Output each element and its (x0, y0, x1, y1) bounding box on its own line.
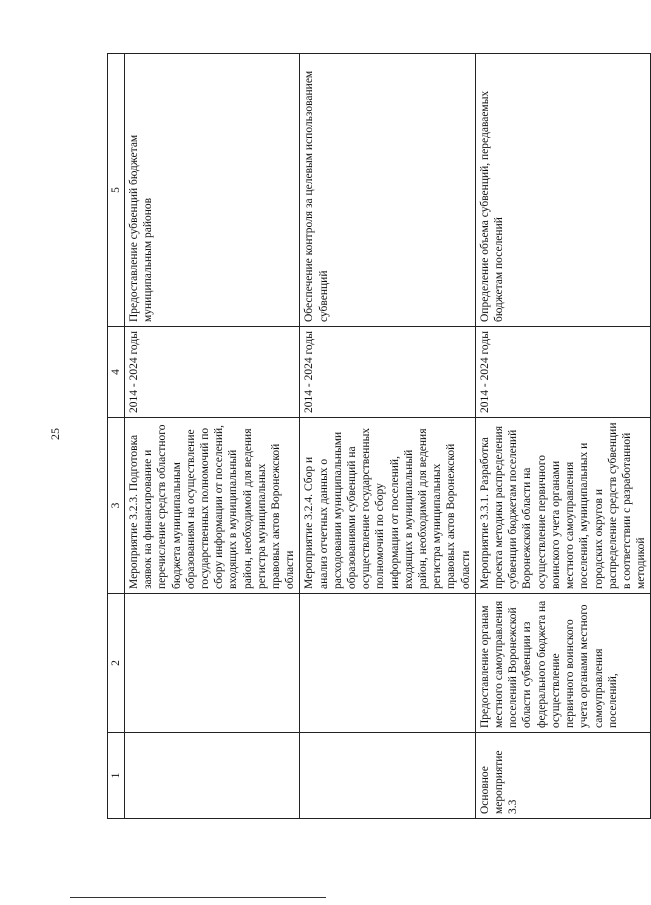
row2-result-cell: Обеспечение контроля за целевым использованием субвенций (300, 54, 475, 327)
rotated-table-frame (107, 54, 648, 819)
row1-period-cell: 2014 - 2024 годы (125, 327, 300, 418)
header-col-3: 3 (108, 418, 125, 594)
row3-activity-cell: Основное мероприятие 3.3 (475, 733, 650, 819)
row1-result-cell: Предоставление субвенций бюджетам муниципальным районов (125, 54, 300, 327)
footnote-divider (70, 897, 326, 898)
row2-measure-cell: Мероприятие 3.2.4. Сбор и анализ отчетных данных о расходовании муниципальными образованиями субвенций на осуществление государственных полномочий по сбору информации от поселений, входящих в муниципальный район, необходимой для ведения регистра муниципальных правовых актов Воронежской области (300, 418, 475, 594)
page-number: 25 (48, 428, 62, 440)
row3-period-cell: 2014 - 2024 годы (475, 327, 650, 418)
table-container (107, 54, 648, 819)
header-col-2: 2 (108, 594, 125, 733)
row3-measure-cell: Мероприятие 3.3.1. Разработка проекта методики распределения субвенции бюджетам поселений Воронежской области на осуществление первичного воинского учета органами местного самоуправления поселений, муниципальных и городских округов и распределение средств субвенции в соответствии с разработанной методикой (475, 418, 650, 594)
row2-period-cell: 2014 - 2024 годы (300, 327, 475, 418)
row1-measure-cell: Мероприятие 3.2.3. Подготовка заявок на финансирование и перечисление средств областного бюджета муниципальным образованиям на осуществление государственных полномочий по сбору информации от поселений, входящих в муниципальный район, необходимой для ведения регистра муниципальных правовых актов Воронежской области (125, 418, 300, 594)
table-row (300, 54, 475, 819)
row3-description-cell: Предоставление органам местного самоуправления поселений Воронежской области субвенции из федерального бюджета на осуществление первичного воинского учета органами местного самоуправления поселений, (475, 594, 650, 733)
row1-description-cell (125, 594, 300, 733)
table-row (475, 54, 650, 819)
header-col-1: 1 (108, 733, 125, 819)
program-activities-table (107, 53, 651, 819)
row2-activity-cell (300, 733, 475, 819)
row3-result-cell: Определение объема субвенций, передаваемых бюджетам поселений (475, 54, 650, 327)
header-col-5: 5 (108, 54, 125, 327)
row2-description-cell (300, 594, 475, 733)
table-row (125, 54, 300, 819)
table-header-row (108, 54, 125, 819)
row1-activity-cell (125, 733, 300, 819)
header-col-4: 4 (108, 327, 125, 418)
